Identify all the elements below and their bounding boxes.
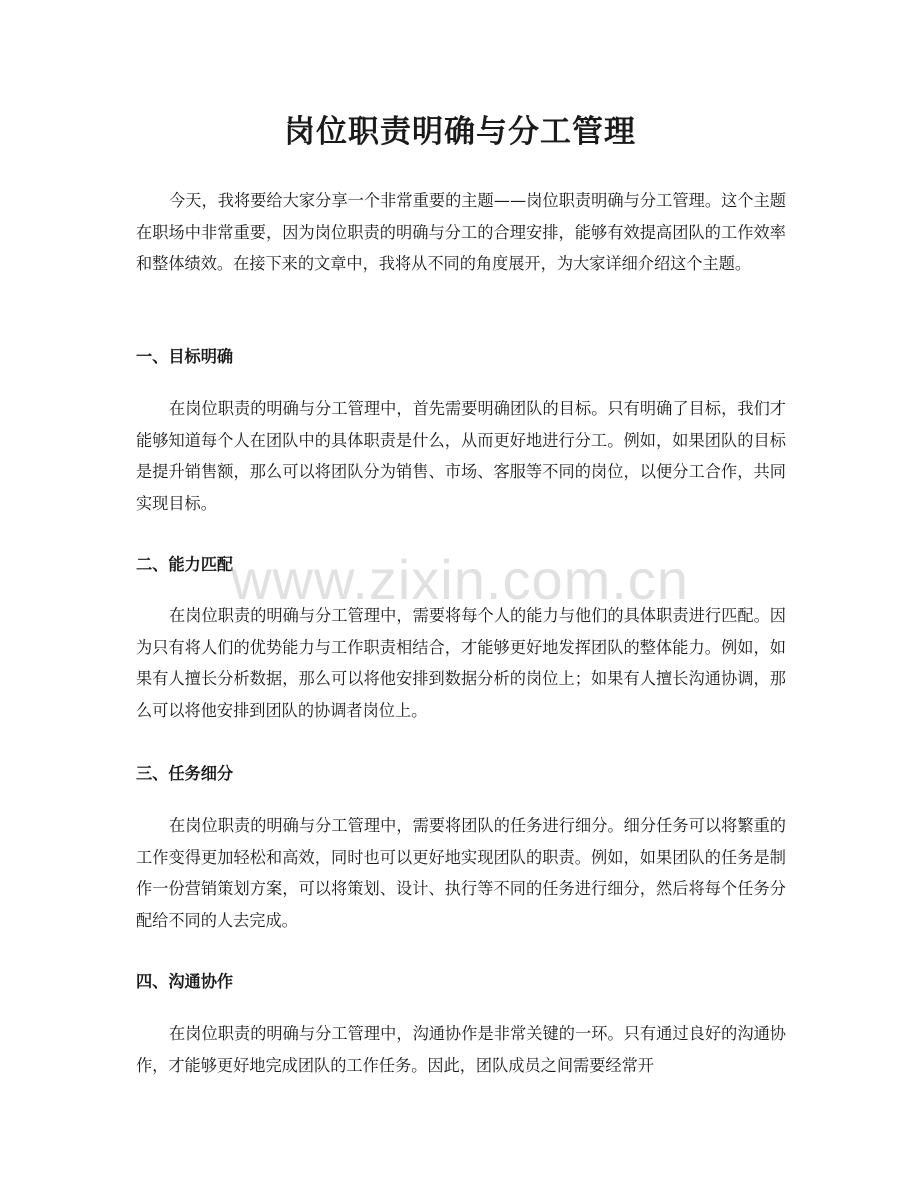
- section-body-3: 在岗位职责的明确与分工管理中，需要将团队的任务进行细分。细分任务可以将繁重的工作变得更加轻松和高效，同时也可以更好地实现团队的职责。例如，如果团队的任务是制作一份营销策划方案，可以将策划、设计、执行等不同的任务进行细分，然后将每个任务分配给不同的人去完成。: [136, 816, 786, 930]
- watermark: www.zixin.com.cn: [231, 548, 689, 611]
- section-body-4: 在岗位职责的明确与分工管理中，沟通协作是非常关键的一环。只有通过良好的沟通协作，才能够更好地完成团队的工作任务。因此，团队成员之间需要经常开: [136, 1024, 786, 1075]
- section-body-2: 在岗位职责的明确与分工管理中，需要将每个人的能力与他们的具体职责进行匹配。因为只有将人们的优势能力与工作职责相结合，才能够更好地发挥团队的整体能力。例如，如果有人擅长分析数据，那么可以将他安排到数据分析的岗位上；如果有人擅长沟通协调，那么可以将他安排到团队的协调者岗位上。: [136, 606, 786, 720]
- section-heading-3: 三、任务细分: [136, 764, 234, 783]
- intro-paragraph: 今天，我将要给大家分享一个非常重要的主题——岗位职责明确与分工管理。这个主题在职场中非常重要，因为岗位职责的明确与分工的合理安排，能够有效提高团队的工作效率和整体绩效。在接下来的文章中，我将从不同的角度展开，为大家详细介绍这个主题。: [136, 191, 786, 273]
- document-title: 岗位职责明确与分工管理: [284, 114, 636, 150]
- section-heading-4: 四、沟通协作: [136, 972, 234, 991]
- section-body-1: 在岗位职责的明确与分工管理中，首先需要明确团队的目标。只有明确了目标，我们才能够知道每个人在团队中的具体职责是什么，从而更好地进行分工。例如，如果团队的目标是提升销售额，那么可以将团队分为销售、市场、客服等不同的岗位，以便分工合作，共同实现目标。: [136, 399, 786, 513]
- section-heading-1: 一、目标明确: [136, 347, 234, 366]
- section-heading-2: 二、能力匹配: [136, 555, 234, 574]
